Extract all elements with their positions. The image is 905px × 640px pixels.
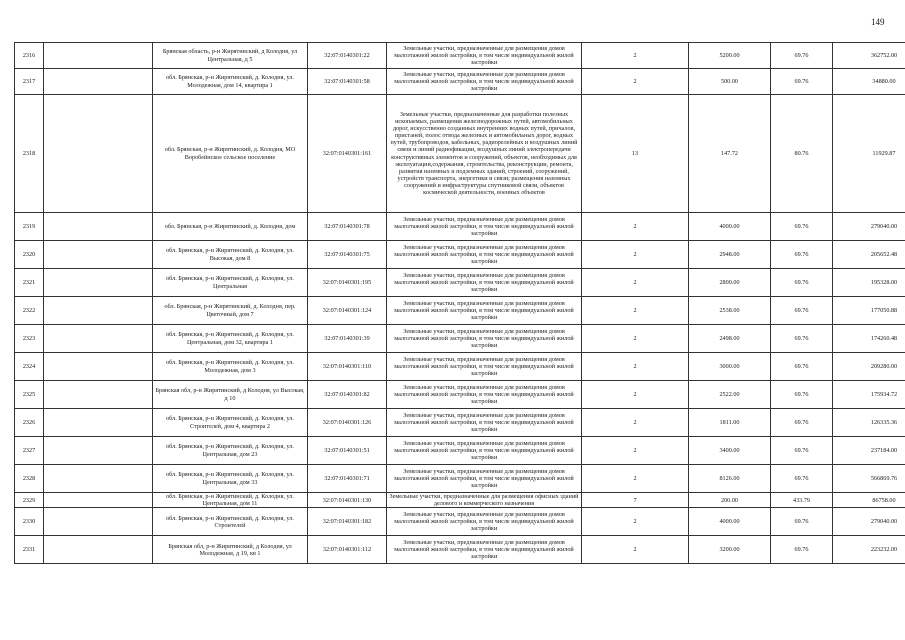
cadastral-value-cell: 566869.76 bbox=[833, 465, 905, 493]
use-group-code-cell: 2 bbox=[582, 508, 689, 536]
use-group-code-cell: 2 bbox=[582, 297, 689, 325]
cadastral-value-cell: 126335.36 bbox=[833, 409, 905, 437]
area-cell: 4000.00 bbox=[689, 508, 771, 536]
row-number-cell: 2322 bbox=[15, 297, 44, 325]
land-use-cell: Земельные участки, предназначенные для размещения домов малоэтажной жилой застройки, в том числе индивидуальной жилой застройки bbox=[387, 325, 582, 353]
table-row bbox=[15, 95, 905, 213]
blank-cell bbox=[44, 269, 153, 297]
area-cell: 1811.00 bbox=[689, 409, 771, 437]
row-number-cell: 2324 bbox=[15, 353, 44, 381]
blank-cell bbox=[44, 437, 153, 465]
address-cell: обл. Брянская, р-н Жирятинский, д. Колодня, ул. Центральная, дом 11 bbox=[153, 493, 308, 508]
area-cell: 2498.00 bbox=[689, 325, 771, 353]
specific-value-cell: 69.76 bbox=[771, 69, 833, 95]
cadastral-value-cell: 362752.00 bbox=[833, 43, 905, 69]
address-cell: обл. Брянская, р-н Жирятинский, д. Колодня, ул. Центральная, дом 33 bbox=[153, 465, 308, 493]
land-use-cell: Земельные участки, предназначенные для размещения домов малоэтажной жилой застройки, в том числе индивидуальной жилой застройки bbox=[387, 536, 582, 564]
land-use-cell: Земельные участки, предназначенные для размещения домов малоэтажной жилой застройки, в том числе индивидуальной жилой застройки bbox=[387, 297, 582, 325]
address-cell: обл. Брянская, р-н Жирятинский, д. Колодня, МО Воробейнское сельское поселение bbox=[153, 95, 308, 213]
area-cell: 2800.00 bbox=[689, 269, 771, 297]
row-number-cell: 2316 bbox=[15, 43, 44, 69]
address-cell: обл. Брянская, р-н Жирятинский, д. Колодня, дом bbox=[153, 213, 308, 241]
land-use-cell: Земельные участки, предназначенные для размещения домов малоэтажной жилой застройки, в том числе индивидуальной жилой застройки bbox=[387, 465, 582, 493]
use-group-code-cell: 2 bbox=[582, 381, 689, 409]
use-group-code-cell: 2 bbox=[582, 213, 689, 241]
use-group-code-cell: 2 bbox=[582, 69, 689, 95]
land-use-cell: Земельные участки, предназначенные для размещения домов малоэтажной жилой застройки, в том числе индивидуальной жилой застройки bbox=[387, 69, 582, 95]
row-number-cell: 2329 bbox=[15, 493, 44, 508]
address-cell: обл. Брянская, р-н Жирятинский, д. Колодня, ул. Высокая, дом 8 bbox=[153, 241, 308, 269]
area-cell: 8126.00 bbox=[689, 465, 771, 493]
address-cell: обл. Брянская, р-н Жирятинский, д. Колодня, ул. Центральная, дом 32, квартира 1 bbox=[153, 325, 308, 353]
cadastral-number-cell: 32:07:0140301:112 bbox=[308, 536, 387, 564]
address-cell: Брянская обл, р-н Жирятинский, д Колодня, ул Высокая, д 10 bbox=[153, 381, 308, 409]
use-group-code-cell: 2 bbox=[582, 465, 689, 493]
cadastral-number-cell: 32:07:0140301:124 bbox=[308, 297, 387, 325]
use-group-code-cell: 2 bbox=[582, 437, 689, 465]
cadastral-number-cell: 32:07:0140301:182 bbox=[308, 508, 387, 536]
table-body bbox=[15, 43, 905, 564]
land-use-cell: Земельные участки, предназначенные для размещения домов малоэтажной жилой застройки, в том числе индивидуальной жилой застройки bbox=[387, 508, 582, 536]
blank-cell bbox=[44, 508, 153, 536]
address-cell: Брянская область, р-н Жирятинский, д Колодня, ул Центральная, д 5 bbox=[153, 43, 308, 69]
cadastral-number-cell: 32:07:0140301:82 bbox=[308, 381, 387, 409]
row-number-cell: 2330 bbox=[15, 508, 44, 536]
specific-value-cell: 69.76 bbox=[771, 536, 833, 564]
blank-cell bbox=[44, 381, 153, 409]
specific-value-cell: 69.76 bbox=[771, 43, 833, 69]
row-number-cell: 2317 bbox=[15, 69, 44, 95]
address-cell: обл. Брянская, р-н Жирятинский, д. Колодня, ул. Молодежная, дом 14, квартира 1 bbox=[153, 69, 308, 95]
area-cell: 3200.00 bbox=[689, 536, 771, 564]
blank-cell bbox=[44, 536, 153, 564]
use-group-code-cell: 13 bbox=[582, 95, 689, 213]
table-row bbox=[15, 69, 905, 95]
row-number-cell: 2326 bbox=[15, 409, 44, 437]
blank-cell bbox=[44, 493, 153, 508]
land-use-cell: Земельные участки, предназначенные для разработки полезных ископаемых, размещения железнодорожных путей, автомобильных дорог, искусственно созданных внутренних водных путей, причалов, пристаней, полос отвода железных и автомобильных дорог, водных путей, трубопроводов, кабельных, радиорелейных и воздушных линий связи и линий радиофикации, воздушных линий электропередачи конструктивных элементов и сооружений, объектов, необходимых для эксплуатации,содержания, строительства, реконструкции, ремонта, развития наземных и подземных зданий, строений, сооружений, устройств транспорта, энергетики и связи; размещения наземных сооружений и инфраструктуры спутниковой связи, объектов космической деятельности, военных объектов bbox=[387, 95, 582, 213]
area-cell: 2522.00 bbox=[689, 381, 771, 409]
cadastral-value-cell: 174260.48 bbox=[833, 325, 905, 353]
address-cell: обл. Брянская, р-н Жирятинский, д. Колодня, ул. Строителей bbox=[153, 508, 308, 536]
blank-cell bbox=[44, 297, 153, 325]
table-row bbox=[15, 325, 905, 353]
table-row bbox=[15, 508, 905, 536]
area-cell: 3400.00 bbox=[689, 437, 771, 465]
cadastral-number-cell: 32:07:0140301:78 bbox=[308, 213, 387, 241]
row-number-cell: 2321 bbox=[15, 269, 44, 297]
row-number-cell: 2325 bbox=[15, 381, 44, 409]
specific-value-cell: 80.76 bbox=[771, 95, 833, 213]
land-use-cell: Земельные участки, предназначенные для размещения домов малоэтажной жилой застройки, в том числе индивидуальной жилой застройки bbox=[387, 437, 582, 465]
row-number-cell: 2319 bbox=[15, 213, 44, 241]
address-cell: обл. Брянская, р-н Жирятинский, д. Колодня, ул. Молодежная, дом 3 bbox=[153, 353, 308, 381]
cadastral-value-cell: 205652.48 bbox=[833, 241, 905, 269]
area-cell: 3000.00 bbox=[689, 353, 771, 381]
table-row bbox=[15, 465, 905, 493]
cadastral-number-cell: 32:07:0140301:75 bbox=[308, 241, 387, 269]
blank-cell bbox=[44, 325, 153, 353]
cadastral-value-cell: 195328.00 bbox=[833, 269, 905, 297]
address-cell: обл. Брянская, р-н Жирятинский, д. Колодня, пер. Цветочный, дом 7 bbox=[153, 297, 308, 325]
specific-value-cell: 69.76 bbox=[771, 269, 833, 297]
use-group-code-cell: 2 bbox=[582, 353, 689, 381]
blank-cell bbox=[44, 95, 153, 213]
use-group-code-cell: 2 bbox=[582, 325, 689, 353]
cadastral-value-cell: 279040.00 bbox=[833, 213, 905, 241]
specific-value-cell: 69.76 bbox=[771, 325, 833, 353]
specific-value-cell: 69.76 bbox=[771, 465, 833, 493]
blank-cell bbox=[44, 69, 153, 95]
cadastral-number-cell: 32:07:0140301:22 bbox=[308, 43, 387, 69]
address-cell: обл. Брянская, р-н Жирятинский, д. Колодня, ул. Строителей, дом 4, квартира 2 bbox=[153, 409, 308, 437]
cadastral-number-cell: 32:07:0140301:71 bbox=[308, 465, 387, 493]
land-use-cell: Земельные участки, предназначенные для размещения домов малоэтажной жилой застройки, в том числе индивидуальной жилой застройки bbox=[387, 241, 582, 269]
land-use-cell: Земельные участки, предназначенные для размещения домов малоэтажной жилой застройки, в том числе индивидуальной жилой застройки bbox=[387, 213, 582, 241]
blank-cell bbox=[44, 409, 153, 437]
area-cell: 500.00 bbox=[689, 69, 771, 95]
cadastral-value-table bbox=[14, 42, 905, 564]
land-use-cell: Земельные участки, предназначенные для размещения офисных зданий делового и коммерческого назначения bbox=[387, 493, 582, 508]
address-cell: Брянская обл, р-н Жирятинский, д Колодня, ул Молодежная, д 19, кв 1 bbox=[153, 536, 308, 564]
table-row bbox=[15, 297, 905, 325]
page-number: 149 bbox=[871, 17, 885, 27]
row-number-cell: 2327 bbox=[15, 437, 44, 465]
area-cell: 5200.00 bbox=[689, 43, 771, 69]
row-number-cell: 2323 bbox=[15, 325, 44, 353]
address-cell: обл. Брянская, р-н Жирятинский, д. Колодня, ул. Центральная, дом 23 bbox=[153, 437, 308, 465]
cadastral-value-cell: 11929.87 bbox=[833, 95, 905, 213]
cadastral-number-cell: 32:07:0140301:110 bbox=[308, 353, 387, 381]
cadastral-value-cell: 34880.00 bbox=[833, 69, 905, 95]
table-row bbox=[15, 353, 905, 381]
table-row bbox=[15, 43, 905, 69]
cadastral-number-cell: 32:07:0140301:195 bbox=[308, 269, 387, 297]
cadastral-value-cell: 237184.00 bbox=[833, 437, 905, 465]
cadastral-value-cell: 86758.00 bbox=[833, 493, 905, 508]
table-row bbox=[15, 269, 905, 297]
table-row bbox=[15, 213, 905, 241]
cadastral-value-cell: 279040.00 bbox=[833, 508, 905, 536]
specific-value-cell: 69.76 bbox=[771, 409, 833, 437]
use-group-code-cell: 2 bbox=[582, 269, 689, 297]
table-row bbox=[15, 409, 905, 437]
table-row bbox=[15, 241, 905, 269]
cadastral-number-cell: 32:07:0140301:130 bbox=[308, 493, 387, 508]
cadastral-number-cell: 32:07:0140301:161 bbox=[308, 95, 387, 213]
table-row bbox=[15, 437, 905, 465]
specific-value-cell: 433.79 bbox=[771, 493, 833, 508]
area-cell: 4000.00 bbox=[689, 213, 771, 241]
specific-value-cell: 69.76 bbox=[771, 213, 833, 241]
land-use-cell: Земельные участки, предназначенные для размещения домов малоэтажной жилой застройки, в том числе индивидуальной жилой застройки bbox=[387, 353, 582, 381]
row-number-cell: 2328 bbox=[15, 465, 44, 493]
specific-value-cell: 69.76 bbox=[771, 353, 833, 381]
specific-value-cell: 69.76 bbox=[771, 241, 833, 269]
use-group-code-cell: 2 bbox=[582, 43, 689, 69]
use-group-code-cell: 2 bbox=[582, 409, 689, 437]
area-cell: 147.72 bbox=[689, 95, 771, 213]
blank-cell bbox=[44, 353, 153, 381]
land-use-cell: Земельные участки, предназначенные для размещения домов малоэтажной жилой застройки, в том числе индивидуальной жилой застройки bbox=[387, 43, 582, 69]
blank-cell bbox=[44, 213, 153, 241]
row-number-cell: 2320 bbox=[15, 241, 44, 269]
land-use-cell: Земельные участки, предназначенные для размещения домов малоэтажной жилой застройки, в том числе индивидуальной жилой застройки bbox=[387, 269, 582, 297]
blank-cell bbox=[44, 43, 153, 69]
specific-value-cell: 69.76 bbox=[771, 437, 833, 465]
cadastral-value-cell: 209280.00 bbox=[833, 353, 905, 381]
use-group-code-cell: 7 bbox=[582, 493, 689, 508]
cadastral-value-cell: 175934.72 bbox=[833, 381, 905, 409]
blank-cell bbox=[44, 465, 153, 493]
land-use-cell: Земельные участки, предназначенные для размещения домов малоэтажной жилой застройки, в том числе индивидуальной жилой застройки bbox=[387, 381, 582, 409]
specific-value-cell: 69.76 bbox=[771, 381, 833, 409]
table-row bbox=[15, 536, 905, 564]
cadastral-number-cell: 32:07:0140301:51 bbox=[308, 437, 387, 465]
address-cell: обл. Брянская, р-н Жирятинский, д. Колодня, ул. Центральная bbox=[153, 269, 308, 297]
cadastral-value-cell: 223232.00 bbox=[833, 536, 905, 564]
area-cell: 200.00 bbox=[689, 493, 771, 508]
area-cell: 2948.00 bbox=[689, 241, 771, 269]
table-row bbox=[15, 493, 905, 508]
cadastral-value-cell: 177050.88 bbox=[833, 297, 905, 325]
use-group-code-cell: 2 bbox=[582, 241, 689, 269]
cadastral-number-cell: 32:07:0140301:39 bbox=[308, 325, 387, 353]
specific-value-cell: 69.76 bbox=[771, 508, 833, 536]
row-number-cell: 2331 bbox=[15, 536, 44, 564]
table-row bbox=[15, 381, 905, 409]
blank-cell bbox=[44, 241, 153, 269]
area-cell: 2538.00 bbox=[689, 297, 771, 325]
cadastral-number-cell: 32:07:0140301:58 bbox=[308, 69, 387, 95]
land-use-cell: Земельные участки, предназначенные для размещения домов малоэтажной жилой застройки, в том числе индивидуальной жилой застройки bbox=[387, 409, 582, 437]
row-number-cell: 2318 bbox=[15, 95, 44, 213]
cadastral-number-cell: 32:07:0140301:126 bbox=[308, 409, 387, 437]
use-group-code-cell: 2 bbox=[582, 536, 689, 564]
specific-value-cell: 69.76 bbox=[771, 297, 833, 325]
